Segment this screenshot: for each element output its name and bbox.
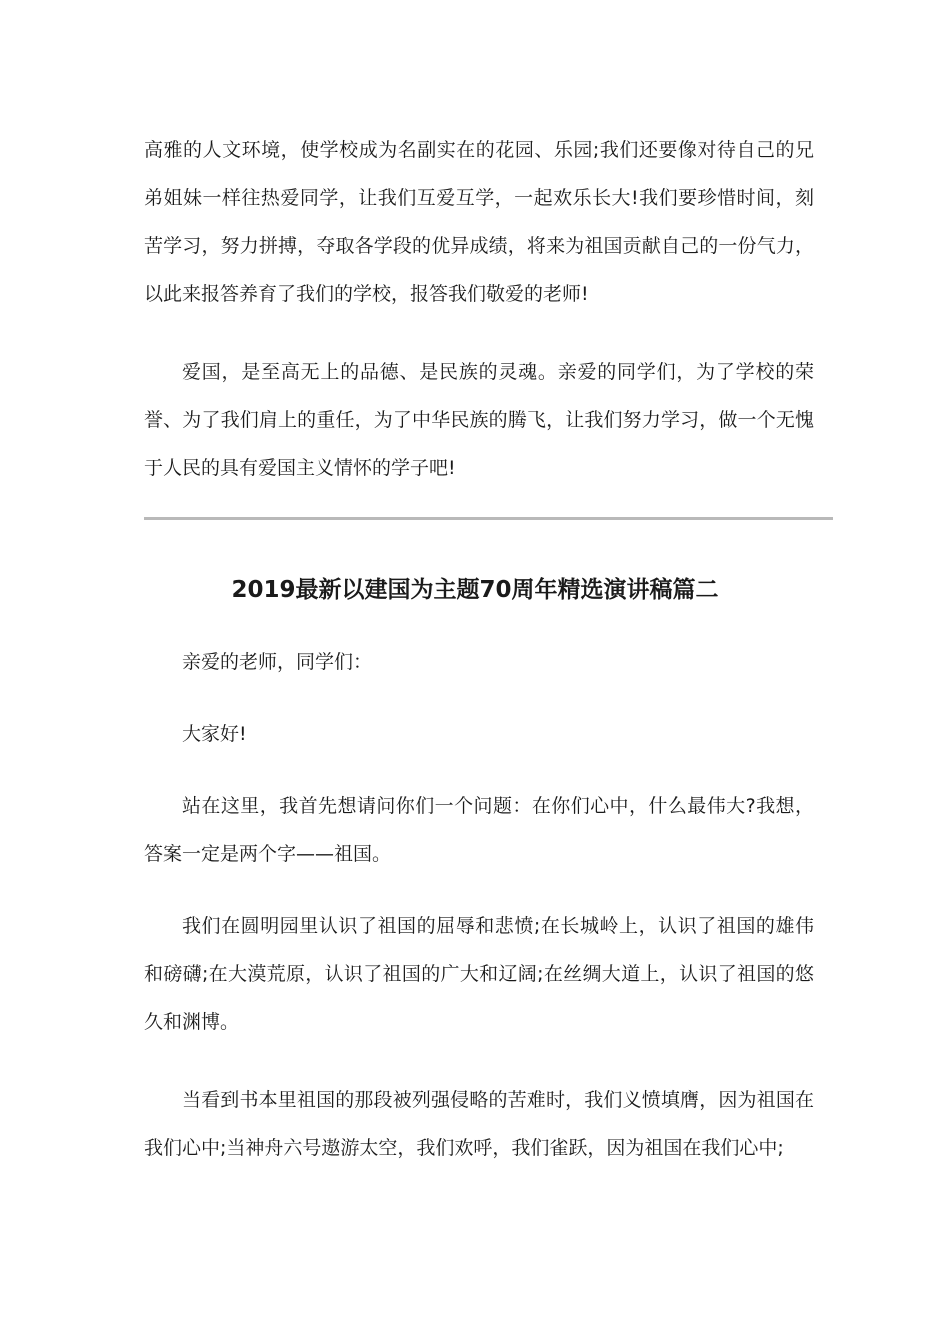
speech-paragraph-2-block: [144, 902, 814, 1046]
speech-paragraph-1: 站在这里，我首先想请问你们一个问题：在你们心中，什么最伟大?我想，答案一定是两个字——祖国。: [144, 795, 814, 865]
section-one-closing: [144, 348, 814, 492]
speech-paragraph-3-block: [144, 1076, 814, 1172]
section-divider: [144, 517, 833, 520]
greeting: 大家好!: [182, 723, 247, 745]
salutation-block: [144, 638, 814, 686]
speech-paragraph-3: 当看到书本里祖国的那段被列强侵略的苦难时，我们义愤填膺，因为祖国在我们心中;当神舟六号遨游太空，我们欢呼，我们雀跃，因为祖国在我们心中;: [144, 1089, 814, 1159]
speech-paragraph-1-block: [144, 782, 814, 878]
salutation: 亲爱的老师，同学们：: [182, 651, 373, 673]
paragraph-continued: 高雅的人文环境，使学校成为名副实在的花园、乐园;我们还要像对待自己的兄弟姐妹一样往热爱同学，让我们互爱互学，一起欢乐长大!我们要珍惜时间，刻苦学习，努力拼搏，夺取各学段的优异成绩，将来为祖国贡献自己的一份气力，以此来报答养育了我们的学校，报答我们敬爱的老师!: [144, 139, 814, 305]
section-one: [144, 126, 814, 318]
section-heading: 2019最新以建国为主题70周年精选演讲稿篇二: [231, 577, 719, 603]
speech-paragraph-2: 我们在圆明园里认识了祖国的屈辱和悲愤;在长城岭上，认识了祖国的雄伟和磅礴;在大漠荒原，认识了祖国的广大和辽阔;在丝绸大道上，认识了祖国的悠久和渊博。: [144, 915, 814, 1033]
paragraph-patriotism: 爱国，是至高无上的品德、是民族的灵魂。亲爱的同学们，为了学校的荣誉、为了我们肩上的重任，为了中华民族的腾飞，让我们努力学习，做一个无愧于人民的具有爱国主义情怀的学子吧!: [144, 361, 814, 479]
greeting-block: [144, 710, 814, 758]
